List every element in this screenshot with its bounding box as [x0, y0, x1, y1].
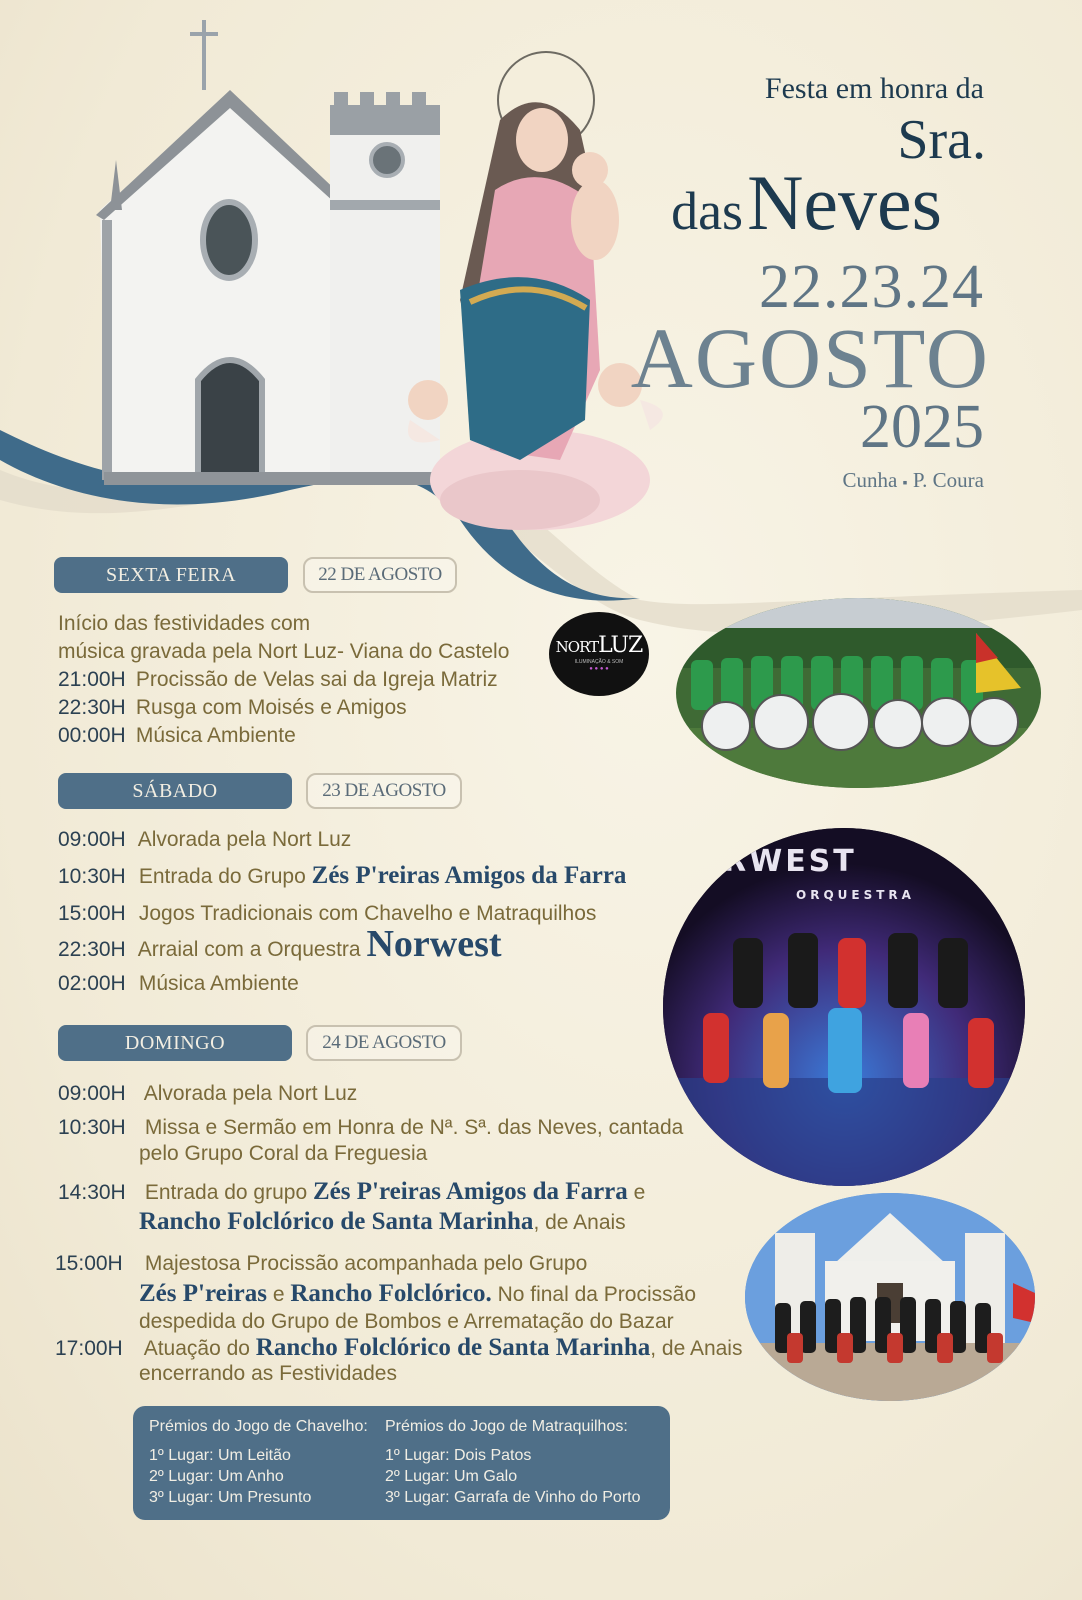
friday-item-3 — [58, 724, 296, 748]
friday-intro-2: música gravada pela Nort Luz- Viana do Castelo — [58, 640, 510, 663]
sunday-item-4 — [55, 1252, 587, 1276]
sunday-item-2-cont: pelo Grupo Coral da Freguesia — [139, 1142, 428, 1165]
drum-group-illustration — [676, 598, 1041, 788]
saturday-item-1 — [58, 828, 351, 852]
prize-line: 2º Lugar: Um Anho — [149, 1468, 284, 1485]
drum-group-photo — [676, 598, 1041, 788]
place-cunha: Cunha — [842, 468, 898, 492]
virgin-statue-image — [400, 40, 680, 540]
time-label: 10:30H — [58, 865, 126, 888]
event-text: Entrada do grupo — [144, 1181, 308, 1204]
event-highlight: Zés P'reiras — [139, 1280, 267, 1307]
title-das-neves — [671, 158, 942, 248]
place-separator: ▪ — [902, 476, 908, 491]
event-text: Procissão de Velas sai da Igreja Matriz — [135, 668, 498, 691]
title-das: das — [671, 181, 744, 241]
logo-name-1: NORT — [555, 638, 599, 656]
event-text: Arraial com a Orquestra — [137, 938, 361, 961]
sunday-item-4-cont — [139, 1280, 696, 1308]
prize-line: 2º Lugar: Um Galo — [385, 1468, 518, 1485]
event-text: Alvorada pela Nort Luz — [143, 1082, 358, 1105]
logo-tagline: ILUMINAÇÃO & SOM — [574, 659, 624, 665]
event-text: , de Anais — [533, 1211, 626, 1234]
event-text: Entrada do Grupo — [138, 865, 306, 888]
time-label: 15:00H — [55, 1252, 123, 1275]
event-text: Atuação do — [143, 1337, 250, 1360]
logo-name-2: LUZ — [598, 633, 643, 658]
event-text: Música Ambiente — [138, 972, 299, 995]
folk-group-photo — [745, 1193, 1035, 1401]
event-text: , de Anais — [650, 1337, 743, 1360]
sunday-item-3 — [58, 1178, 645, 1206]
sunday-item-1 — [58, 1082, 357, 1106]
event-highlight: Zés P'reiras Amigos da Farra — [311, 862, 627, 889]
event-text: Missa e Sermão em Honra de Nª. Sª. das Neves, cantada — [144, 1116, 684, 1139]
title-sra: Sra. — [897, 109, 986, 171]
event-text: Jogos Tradicionais com Chavelho e Matraquilhos — [138, 902, 597, 925]
sunday-item-2 — [58, 1116, 683, 1140]
event-text: e — [633, 1181, 646, 1204]
title-neves: Neves — [747, 159, 942, 246]
prizes-box — [133, 1406, 670, 1520]
friday-item-1 — [58, 668, 498, 692]
event-text: Rusga com Moisés e Amigos — [135, 696, 407, 719]
sunday-item-5-cont: encerrando as Festividades — [139, 1362, 397, 1385]
time-label: 00:00H — [58, 724, 126, 747]
folk-group-illustration — [745, 1193, 1035, 1401]
orquestra-sign: ORQUESTRA — [796, 888, 915, 902]
prize-line: 3º Lugar: Garrafa de Vinho do Porto — [385, 1489, 641, 1506]
event-text: Majestosa Procissão acompanhada pelo Grupo — [144, 1252, 588, 1275]
prizes-chavelho-title: Prémios do Jogo de Chavelho: — [149, 1418, 368, 1435]
sunday-item-3-cont — [139, 1208, 626, 1236]
prizes-matraquilhos — [385, 1416, 641, 1508]
sunday-day-label: DOMINGO — [58, 1025, 292, 1061]
prizes-chavelho — [149, 1416, 368, 1508]
prizes-matraquilhos-title: Prémios do Jogo de Matraquilhos: — [385, 1418, 628, 1435]
prize-line: 3º Lugar: Um Presunto — [149, 1489, 312, 1506]
orchestra-photo — [663, 828, 1025, 1186]
event-month: AGOSTO — [630, 310, 990, 406]
event-highlight: Rancho Folclórico de Santa Marinha — [139, 1208, 534, 1235]
orchestra-illustration — [663, 828, 1025, 1186]
saturday-item-5 — [58, 972, 299, 996]
event-dates: 22.23.24 — [759, 253, 984, 321]
event-text: Alvorada pela Nort Luz — [137, 828, 352, 851]
saturday-item-2 — [58, 862, 626, 890]
friday-day-label: SEXTA FEIRA — [54, 557, 288, 593]
prize-line: 1º Lugar: Um Leitão — [149, 1447, 291, 1464]
saturday-day-label: SÁBADO — [58, 773, 292, 809]
event-highlight: Rancho Folclórico de Santa Marinha — [255, 1334, 651, 1361]
time-label: 15:00H — [58, 902, 126, 925]
time-label: 09:00H — [58, 828, 126, 851]
event-highlight: Rancho Folclórico. — [290, 1280, 492, 1307]
event-highlight: Zés P'reiras Amigos da Farra — [312, 1178, 628, 1205]
event-text: e — [272, 1283, 285, 1306]
friday-item-2 — [58, 696, 407, 720]
place-coura: P. Coura — [912, 468, 984, 492]
norwest-sign: RWEST — [723, 844, 857, 879]
sunday-item-4-cont2: despedida do Grupo de Bombos e Arrematação do Bazar — [139, 1310, 674, 1333]
prize-line: 1º Lugar: Dois Patos — [385, 1447, 532, 1464]
event-text: No final da Procissão — [497, 1283, 696, 1306]
title-intro: Festa em honra da — [764, 72, 984, 105]
friday-intro-1: Início das festividades com — [58, 612, 311, 635]
time-label: 22:30H — [58, 696, 126, 719]
logo-dots: ● ● ● ● — [589, 666, 609, 672]
time-label: 09:00H — [58, 1082, 126, 1105]
time-label: 21:00H — [58, 668, 126, 691]
event-text: Música Ambiente — [135, 724, 296, 747]
sunday-item-5 — [55, 1334, 742, 1362]
time-label: 17:00H — [55, 1337, 123, 1360]
nortluz-logo — [549, 612, 649, 696]
event-highlight: Norwest — [366, 923, 502, 965]
time-label: 02:00H — [58, 972, 126, 995]
time-label: 10:30H — [58, 1116, 126, 1139]
event-place — [843, 468, 984, 493]
event-year: 2025 — [860, 393, 984, 461]
sunday-date-label: 24 DE AGOSTO — [306, 1025, 462, 1061]
saturday-date-label: 23 DE AGOSTO — [306, 773, 462, 809]
time-label: 22:30H — [58, 938, 126, 961]
friday-date-label: 22 DE AGOSTO — [303, 557, 457, 593]
time-label: 14:30H — [58, 1181, 126, 1204]
saturday-item-4 — [58, 922, 502, 966]
